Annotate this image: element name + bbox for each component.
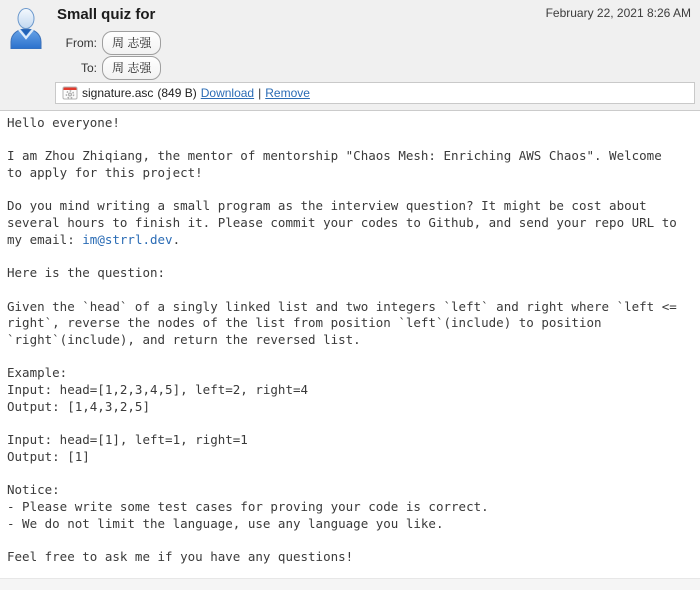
attachment-download-link[interactable]: Download [200,86,255,100]
attachment-link-separator: | [258,86,262,100]
body-line: I am Zhou Zhiqiang, the mentor of mentorship "Chaos Mesh: Enriching AWS Chaos". Welcome [7,148,662,164]
body-line: Notice: [7,482,60,498]
from-label: From: [65,36,97,50]
body-line: Do you mind writing a small program as the interview question? It might be cost about [7,198,647,214]
message-header [0,0,700,111]
attachment-size: (849 B) [157,86,197,100]
body-line: Output: [1] [7,448,90,464]
paragraph-task [7,198,693,248]
paragraph-question-intro [7,265,693,282]
from-contact-pill[interactable]: 周 志强 [102,31,161,55]
body-line: right`, reverse the nodes of the list from position `left`(include) to position [7,315,602,331]
message-date: February 22, 2021 8:26 AM [545,6,691,20]
body-line: several hours to finish it. Please commit your codes to Github, and send your repo URL to [7,215,677,231]
paragraph-greeting [7,115,693,132]
body-line: Here is the question: [7,265,166,281]
paragraph-example1 [7,365,693,415]
message-body [0,111,700,578]
body-line: - Please write some test cases for proving your code is correct. [7,499,489,515]
email-text-suffix: . [172,231,181,247]
body-line: Output: [1,4,3,2,5] [7,398,150,414]
paragraph-closing [7,549,693,566]
body-line: Input: head=[1], left=1, right=1 [7,432,248,448]
from-row [57,31,161,55]
to-label: To: [80,61,97,75]
paragraph-notice [7,482,693,532]
to-row [57,56,161,80]
subject-title: Small quiz for [57,6,156,23]
paragraph-intro [7,148,693,181]
footer-strip [0,578,700,590]
body-line: to apply for this project! [7,165,203,181]
email-text-prefix: my email: [7,231,83,247]
body-line: Given the `head` of a singly linked list and two integers `left` and right where `left <= [7,298,677,314]
attachment-bar [55,82,695,104]
attachment-file-icon [62,85,78,101]
body-line: Example: [7,365,68,381]
body-line-email [7,232,693,249]
body-line: - We do not limit the language, use any language you like. [7,515,444,531]
body-line: Hello everyone! [7,115,120,130]
paragraph-question [7,299,693,349]
body-line: `right`(include), and return the reversed list. [7,332,361,348]
body-line: Input: head=[1,2,3,4,5], left=2, right=4 [7,382,309,398]
attachment-remove-link[interactable]: Remove [265,86,310,100]
body-line: Feel free to ask me if you have any questions! [7,549,354,565]
contact-avatar-icon [8,7,44,54]
paragraph-example2 [7,432,693,465]
attachment-filename: signature.asc [82,86,154,100]
to-contact-pill[interactable]: 周 志强 [102,56,161,80]
email-link[interactable]: im@strrl.dev [82,231,173,247]
